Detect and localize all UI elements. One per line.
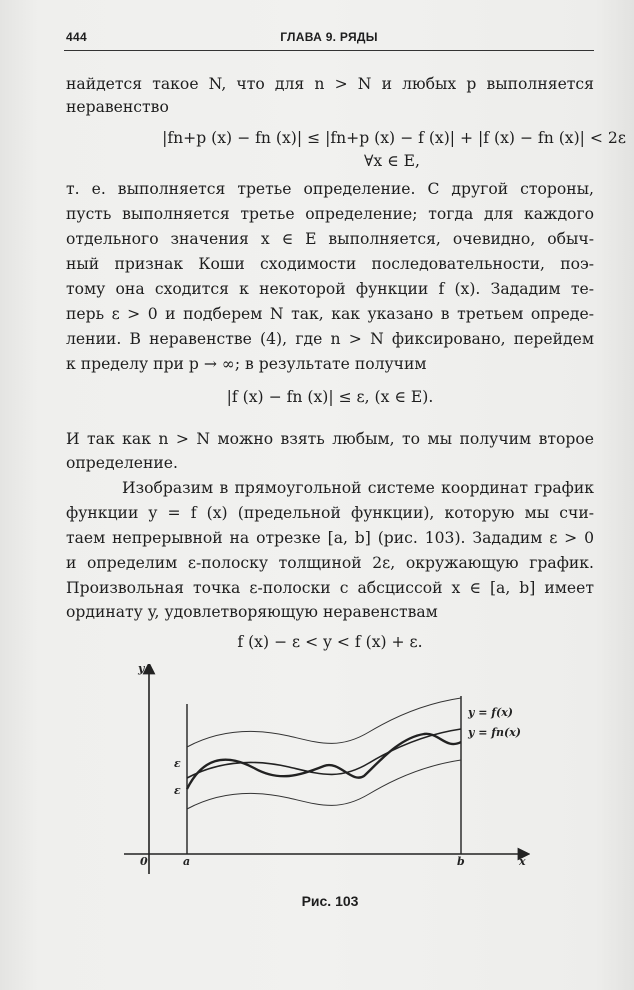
text-line: И так как n > N можно взять любым, то мы получим второе: [66, 430, 594, 448]
text-line: лении. В неравенстве (4), где n > N фиксировано, перейдем: [66, 330, 594, 348]
formula-cauchy: |fn+p (x) − fn (x)| ≤ |fn+p (x) − f (x)| + |f (x) − fn (x)| < 2ε: [162, 129, 626, 147]
x-axis-label: x: [519, 855, 526, 868]
chapter-title: ГЛАВА 9. РЯДЫ: [280, 30, 378, 44]
a-label: a: [183, 855, 191, 868]
text-line: неравенство: [66, 98, 169, 116]
text-line: т. е. выполняется третье определение. С другой стороны,: [66, 180, 594, 198]
text-line: отдельного значения x ∈ E выполняется, очевидно, обыч-: [66, 230, 594, 248]
curve-f-label: y = f(x): [468, 706, 513, 719]
text-line: Изобразим в прямоугольной системе координат график: [122, 479, 594, 497]
curve-fn: [187, 734, 461, 789]
strip-lower-boundary: [187, 760, 461, 809]
text-line: таем непрерывной на отрезке [a, b] (рис. 103). Зададим ε > 0: [66, 529, 594, 547]
text-line: и определим ε-полоску толщиной 2ε, окружающую график.: [66, 554, 594, 572]
epsilon-upper-label: ε: [174, 757, 181, 770]
curve-f: [187, 729, 461, 778]
page-number: 444: [66, 30, 87, 44]
formula-limit: |f (x) − fn (x)| ≤ ε, (x ∈ E).: [226, 388, 434, 406]
text-line: ординату y, удовлетворяющую неравенствам: [66, 603, 438, 621]
header-rule: [64, 50, 594, 51]
epsilon-lower-label: ε: [174, 784, 181, 797]
figure-caption: Рис. 103: [301, 893, 359, 909]
text-line: пусть выполняется третье определение; тогда для каждого: [66, 205, 594, 223]
text-line: найдется такое N, что для n > N и любых p выполняется: [66, 75, 594, 93]
formula-forall: ∀x ∈ E,: [363, 152, 420, 170]
y-axis-label: y: [138, 664, 145, 675]
text-line: определение.: [66, 454, 178, 472]
figure-103: [124, 664, 530, 878]
text-line: ный признак Коши сходимости последовательности, поэ-: [66, 255, 594, 273]
text-line: Произвольная точка ε-полоски с абсциссой x ∈ [a, b] имеет: [66, 579, 594, 597]
origin-label: 0: [140, 855, 148, 868]
curve-fn-label: y = fn(x): [468, 726, 521, 739]
text-line: к пределу при p → ∞; в результате получим: [66, 355, 427, 373]
text-line: тому она сходится к некоторой функции f (x). Зададим те-: [66, 280, 594, 298]
formula-strip: f (x) − ε < y < f (x) + ε.: [237, 633, 423, 651]
page-header: [66, 30, 592, 50]
text-line: функции y = f (x) (предельной функции), которую мы счи-: [66, 504, 594, 522]
b-label: b: [457, 855, 465, 868]
text-line: перь ε > 0 и подберем N так, как указано в третьем опреде-: [66, 305, 594, 323]
